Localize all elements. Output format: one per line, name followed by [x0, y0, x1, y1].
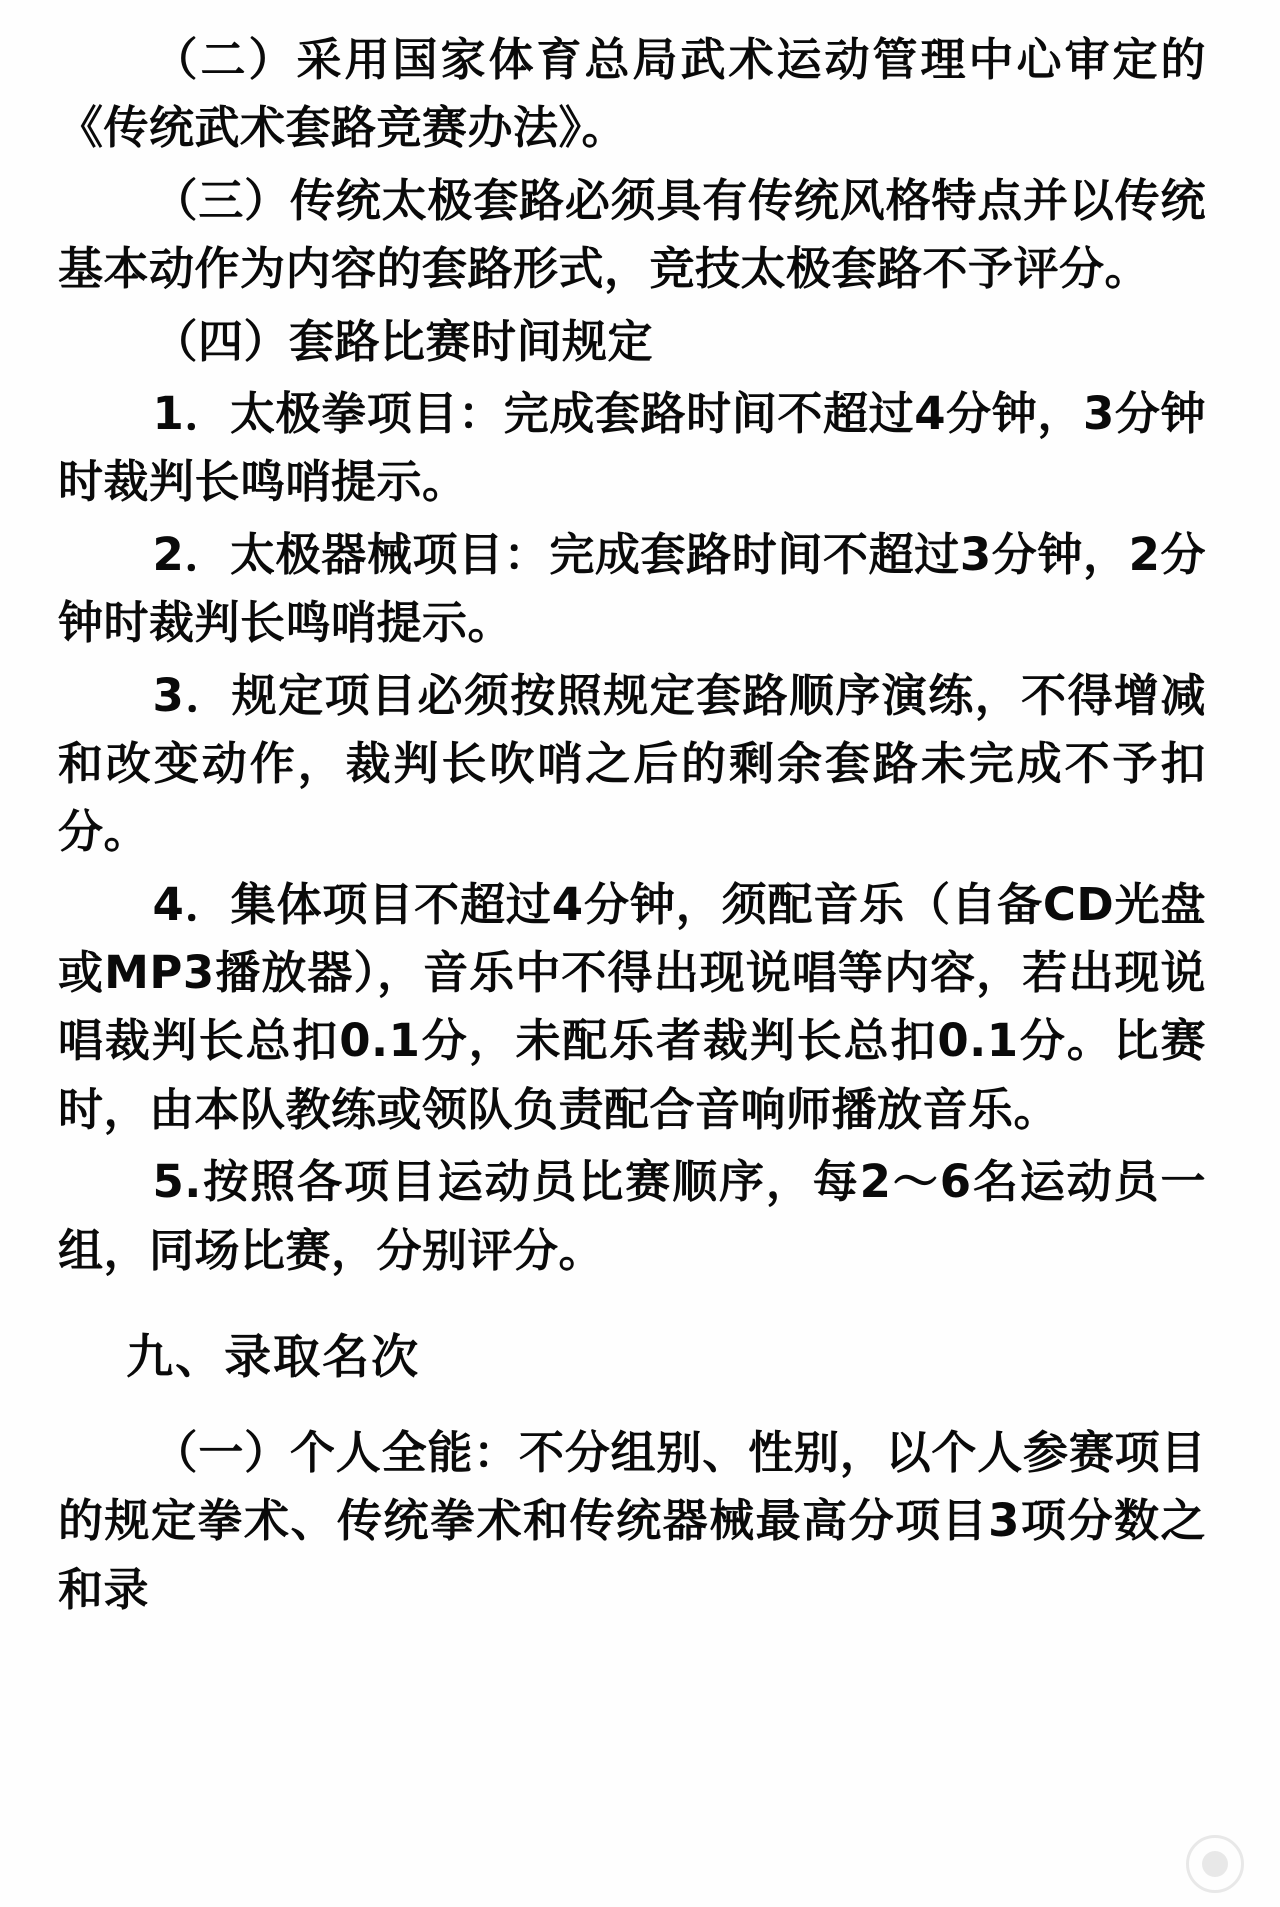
section-heading-nine: 九、录取名次 — [126, 1330, 421, 1386]
paragraph-si: （四）套路比赛时间规定 — [152, 314, 654, 368]
paragraph-item-4: 4．集体项目不超过4分钟，须配音乐（自备CD光盘或MP3播放器），音乐中不得出现说唱等内容，若出现说唱裁判长总扣0.1分，未配乐者裁判长总扣0.1分。比赛时，由本队教练或领队负责配合音响师播放音乐。 — [58, 877, 1206, 1136]
paragraph-item-2: 2．太极器械项目：完成套路时间不超过3分钟，2分钟时裁判长鸣哨提示。 — [58, 527, 1206, 650]
paragraph-item-1: 1．太极拳项目：完成套路时间不超过4分钟，3分钟时裁判长鸣哨提示。 — [58, 386, 1206, 509]
paragraph-item-3: 3．规定项目必须按照规定套路顺序演练，不得增减和改变动作，裁判长吹哨之后的剩余套路未完成不予扣分。 — [58, 668, 1206, 859]
paragraph-item-5: 5.按照各项目运动员比赛顺序，每2～6名运动员一组，同场比赛，分别评分。 — [58, 1155, 1206, 1277]
paragraph-yi-individual-allround: （一）个人全能：不分组别、性别，以个人参赛项目的规定拳术、传统拳术和传统器械最高分项目3项分数之和录 — [58, 1425, 1206, 1616]
watermark-stamp — [1186, 1835, 1244, 1893]
document-body — [58, 26, 1206, 1624]
paragraph-san: （三）传统太极套路必须具有传统风格特点并以传统基本动作为内容的套路形式，竞技太极套路不予评分。 — [58, 173, 1206, 296]
paragraph-er: （二）采用国家体育总局武术运动管理中心审定的《传统武术套路竞赛办法》。 — [58, 33, 1206, 155]
